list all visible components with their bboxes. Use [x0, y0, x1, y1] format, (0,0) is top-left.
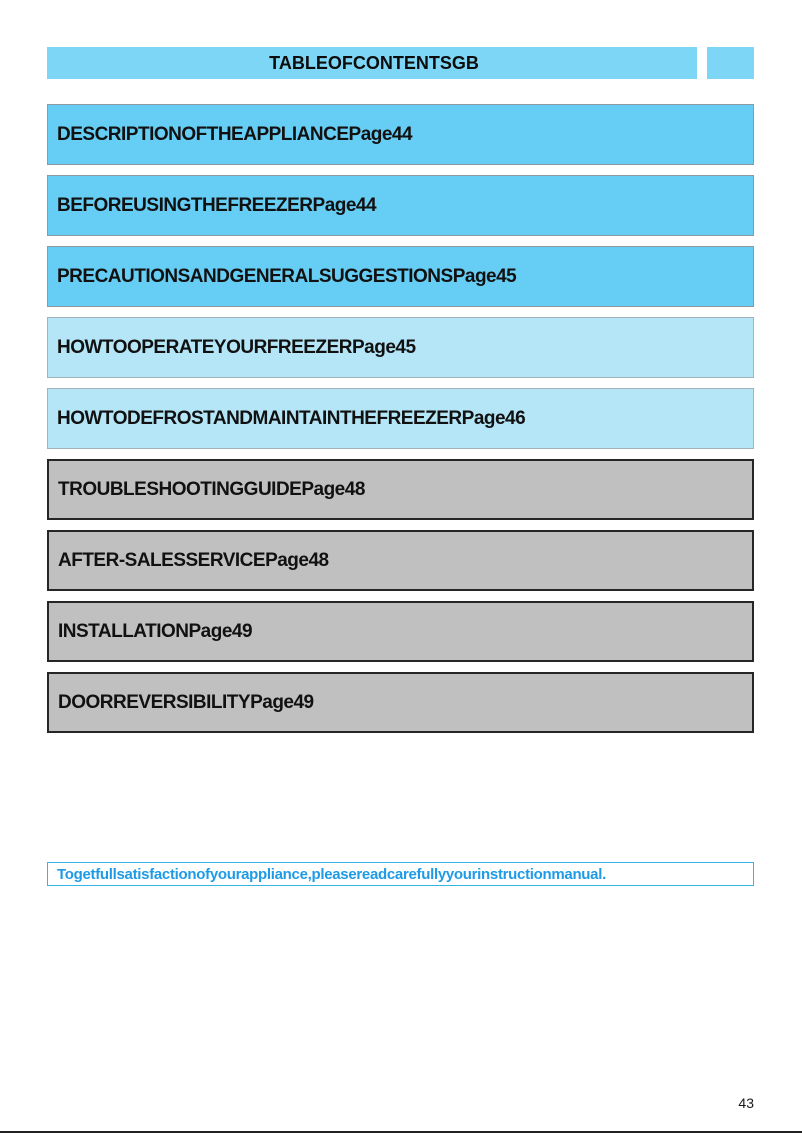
- toc-item-door-reversibility[interactable]: [47, 672, 754, 733]
- toc-item-installation[interactable]: [47, 601, 754, 662]
- header-side-tab: [707, 47, 754, 79]
- toc-item-troubleshooting[interactable]: [47, 459, 754, 520]
- table-of-contents: [47, 104, 754, 743]
- toc-item-label: TROUBLESHOOTINGGUIDEPage48: [58, 478, 365, 500]
- toc-item-how-to-operate[interactable]: [47, 317, 754, 378]
- toc-item-precautions[interactable]: [47, 246, 754, 307]
- toc-item-label: HOWTOOPERATEYOURFREEZERPage45: [57, 336, 416, 358]
- page-number: 43: [738, 1095, 754, 1111]
- toc-item-defrost-maintain[interactable]: [47, 388, 754, 449]
- toc-item-label: DESCRIPTIONOFTHEAPPLIANCEPage44: [57, 123, 413, 145]
- instruction-note: [47, 862, 754, 886]
- toc-item-before-using[interactable]: [47, 175, 754, 236]
- instruction-note-text: Togetfullsatisfactionofyourappliance,pleasereadcarefullyyourinstructionmanual.: [57, 865, 606, 883]
- toc-item-after-sales[interactable]: [47, 530, 754, 591]
- toc-item-label: PRECAUTIONSANDGENERALSUGGESTIONSPage45: [57, 265, 517, 287]
- toc-item-label: DOORREVERSIBILITYPage49: [58, 691, 314, 713]
- toc-item-label: BEFOREUSINGTHEFREEZERPage44: [57, 194, 377, 216]
- toc-item-label: AFTER-SALESSERVICEPage48: [58, 549, 329, 571]
- toc-header-bar: [47, 47, 697, 79]
- page-title: TABLEOFCONTENTSGB: [269, 52, 479, 73]
- toc-item-label: INSTALLATIONPage49: [58, 620, 253, 642]
- toc-item-description[interactable]: [47, 104, 754, 165]
- toc-item-label: HOWTODEFROSTANDMAINTAINTHEFREEZERPage46: [57, 407, 526, 429]
